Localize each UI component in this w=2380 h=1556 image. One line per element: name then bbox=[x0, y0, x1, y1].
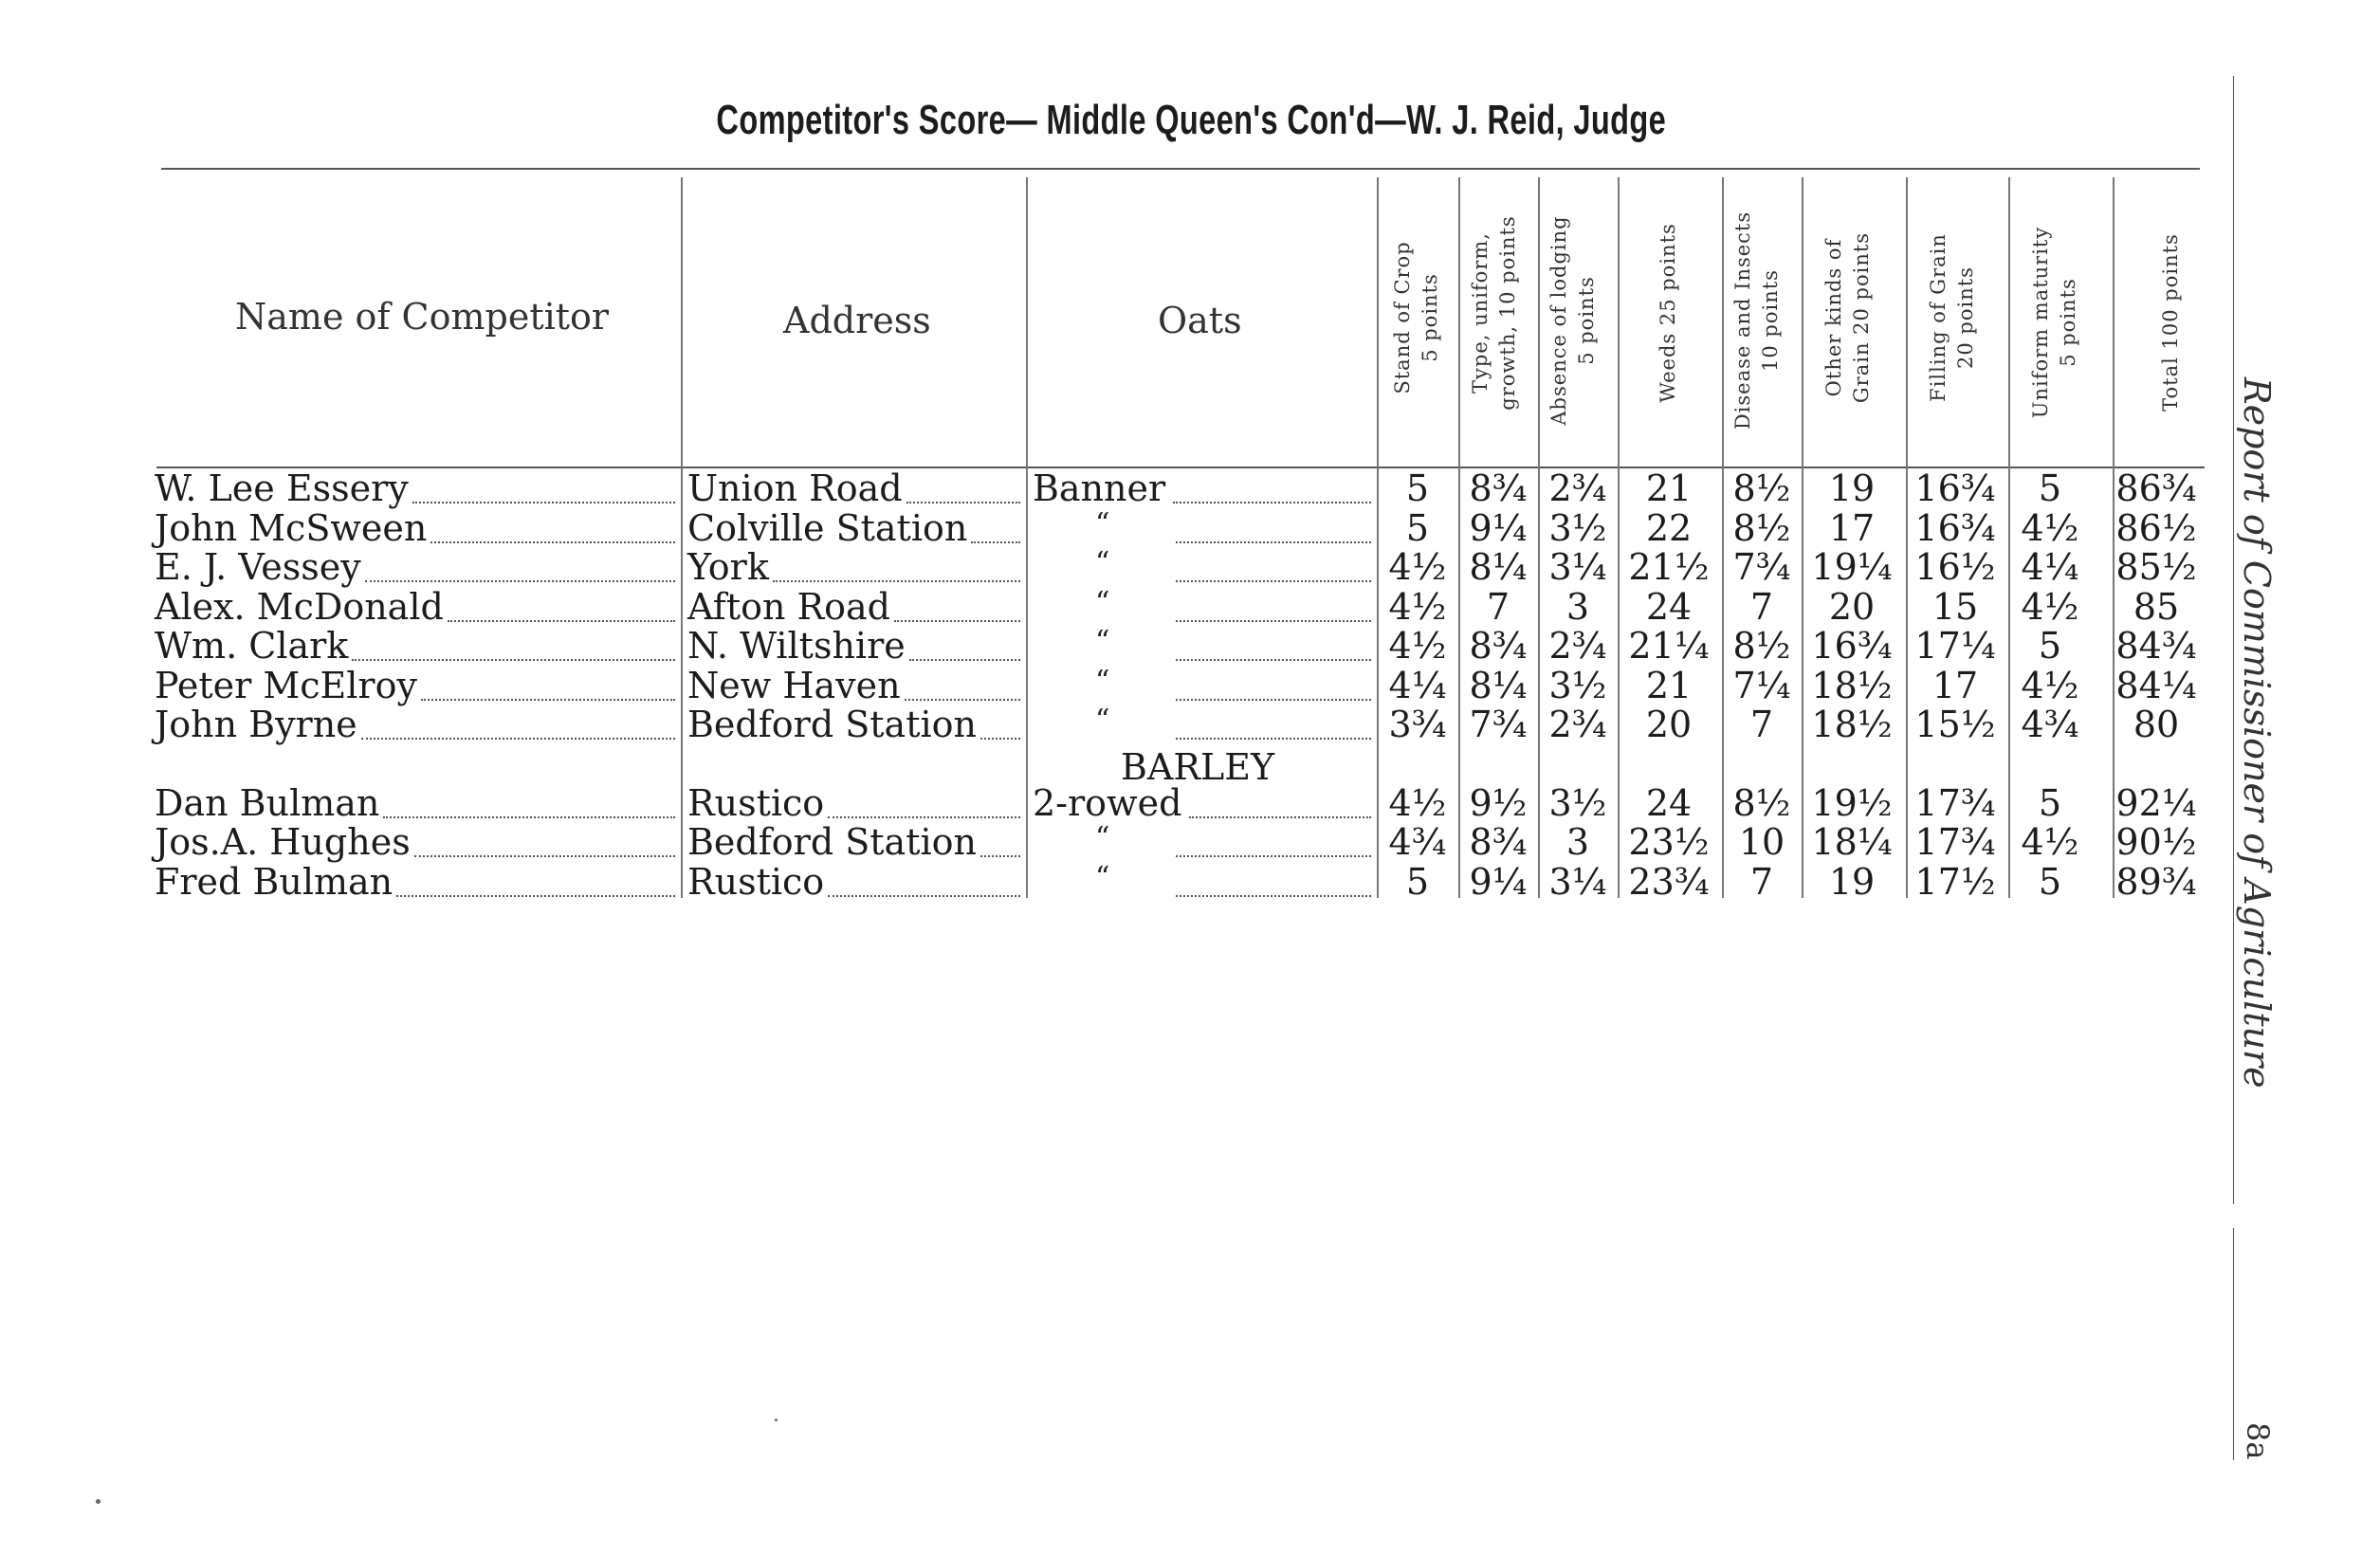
other-score: 20 bbox=[1828, 586, 1876, 628]
total-score: 84¾ bbox=[2115, 625, 2197, 667]
lodging-score: 3½ bbox=[1548, 782, 1607, 824]
disease-score: 7 bbox=[1749, 861, 1774, 903]
filling-score: 17¾ bbox=[1914, 782, 1996, 824]
disease-score: 8½ bbox=[1732, 625, 1791, 667]
header-bottom-rule bbox=[156, 467, 2205, 468]
other-kinds-of-grain-header: Other kinds of Grain 20 points bbox=[1822, 231, 1873, 404]
variety-leader-dots bbox=[1189, 816, 1371, 818]
crop-variety: Banner bbox=[1033, 467, 1166, 509]
oats-column-header: Oats bbox=[1158, 300, 1242, 341]
stand-score: 5 bbox=[1405, 507, 1430, 549]
disease-score: 7 bbox=[1749, 586, 1774, 628]
name-leader-dots bbox=[414, 855, 675, 857]
table-top-rule bbox=[161, 168, 2200, 170]
type-uniform-header: Type, uniform, growth, 10 points bbox=[1469, 215, 1519, 411]
total-score: 86½ bbox=[2115, 507, 2197, 549]
total-score: 86¾ bbox=[2115, 467, 2197, 509]
stand-score: 5 bbox=[1405, 467, 1430, 509]
address-leader-dots bbox=[980, 738, 1020, 740]
competitor-address: N. Wiltshire bbox=[687, 625, 906, 667]
competitor-name: E. J. Vessey bbox=[155, 546, 361, 588]
crop-variety: “ bbox=[1095, 704, 1110, 737]
address-leader-dots bbox=[905, 699, 1020, 701]
weeds-score: 20 bbox=[1645, 704, 1693, 745]
type-score: 8¾ bbox=[1469, 625, 1528, 667]
weeds-score: 24 bbox=[1645, 586, 1693, 628]
stand-score: 4¼ bbox=[1388, 665, 1447, 706]
address-leader-dots bbox=[971, 541, 1020, 543]
crop-variety: “ bbox=[1095, 665, 1110, 698]
stand-score: 4¾ bbox=[1388, 821, 1447, 863]
column-divider bbox=[2008, 177, 2010, 898]
address-leader-dots bbox=[773, 580, 1020, 582]
other-score: 19½ bbox=[1811, 782, 1893, 824]
type-score: 7¾ bbox=[1469, 704, 1528, 745]
column-divider bbox=[1538, 177, 1540, 898]
column-divider bbox=[1377, 177, 1379, 898]
address-column-header: Address bbox=[783, 300, 931, 341]
competitor-name: Dan Bulman bbox=[155, 782, 380, 824]
column-divider bbox=[1458, 177, 1460, 898]
weeds-score: 21 bbox=[1645, 665, 1693, 706]
maturity-score: 4½ bbox=[2021, 507, 2079, 549]
type-score: 8¼ bbox=[1469, 665, 1528, 706]
variety-leader-dots bbox=[1176, 580, 1371, 582]
competitor-name: W. Lee Essery bbox=[155, 467, 409, 509]
filling-score: 16¾ bbox=[1914, 467, 1996, 509]
name-column-header: Name of Competitor bbox=[235, 296, 610, 338]
weeds-score: 22 bbox=[1645, 507, 1693, 549]
competitor-address: Bedford Station bbox=[687, 704, 977, 745]
competitor-address: New Haven bbox=[687, 665, 901, 706]
type-score: 7 bbox=[1486, 586, 1510, 628]
filling-score: 17 bbox=[1931, 665, 1979, 706]
competitor-address: Colville Station bbox=[687, 507, 968, 549]
competitor-name: John McSween bbox=[155, 507, 428, 549]
name-leader-dots bbox=[430, 541, 675, 543]
crop-variety: “ bbox=[1095, 546, 1110, 579]
maturity-score: 4½ bbox=[2021, 665, 2079, 706]
maturity-score: 5 bbox=[2038, 625, 2062, 667]
maturity-score: 4½ bbox=[2021, 586, 2079, 628]
competitor-address: Rustico bbox=[687, 782, 825, 824]
weeds-score: 21½ bbox=[1628, 546, 1710, 588]
stand-score: 4½ bbox=[1388, 586, 1447, 628]
maturity-score: 5 bbox=[2038, 861, 2062, 903]
stand-score: 3¾ bbox=[1388, 704, 1447, 745]
competitor-address: Bedford Station bbox=[687, 821, 977, 863]
weeds-score: 23¾ bbox=[1628, 861, 1710, 903]
name-leader-dots bbox=[361, 738, 675, 740]
variety-leader-dots bbox=[1176, 895, 1371, 897]
disease-score: 7¼ bbox=[1732, 665, 1791, 706]
uniform-maturity-header: Uniform maturity 5 points bbox=[2029, 226, 2079, 419]
type-score: 8¼ bbox=[1469, 546, 1528, 588]
other-score: 16¾ bbox=[1811, 625, 1893, 667]
margin-rule bbox=[2233, 76, 2234, 1204]
disease-score: 8½ bbox=[1732, 782, 1791, 824]
variety-leader-dots bbox=[1176, 541, 1371, 543]
total-score: 80 bbox=[2133, 704, 2180, 745]
variety-leader-dots bbox=[1176, 738, 1371, 740]
total-score: 85½ bbox=[2115, 546, 2197, 588]
total-header: Total 100 points bbox=[2159, 233, 2182, 412]
page-number: 8a bbox=[2240, 1422, 2276, 1460]
stand-score: 4½ bbox=[1388, 625, 1447, 667]
total-score: 92¼ bbox=[2115, 782, 2197, 824]
stand-of-crop-header: Stand of Crop 5 points bbox=[1391, 241, 1441, 394]
lodging-score: 3 bbox=[1565, 821, 1590, 863]
type-score: 9¼ bbox=[1469, 861, 1528, 903]
paper-speck bbox=[775, 1419, 778, 1421]
other-score: 18½ bbox=[1811, 665, 1893, 706]
name-leader-dots bbox=[396, 895, 675, 897]
disease-score: 7¾ bbox=[1732, 546, 1791, 588]
side-running-title: Report of Commissioner of Agriculture bbox=[2236, 377, 2278, 1089]
disease-score: 10 bbox=[1738, 821, 1785, 863]
crop-variety: 2-rowed bbox=[1033, 782, 1182, 824]
name-leader-dots bbox=[383, 816, 675, 818]
name-leader-dots bbox=[352, 659, 675, 661]
weeds-score: 21¼ bbox=[1628, 625, 1710, 667]
other-score: 19 bbox=[1828, 861, 1876, 903]
filling-score: 16¾ bbox=[1914, 507, 1996, 549]
name-leader-dots bbox=[421, 699, 675, 701]
total-score: 85 bbox=[2133, 586, 2180, 628]
filling-score: 17¾ bbox=[1914, 821, 1996, 863]
competitor-address: York bbox=[687, 546, 769, 588]
other-score: 19 bbox=[1828, 467, 1876, 509]
lodging-score: 3¼ bbox=[1548, 861, 1607, 903]
variety-leader-dots bbox=[1176, 659, 1371, 661]
maturity-score: 5 bbox=[2038, 782, 2062, 824]
filling-score: 17½ bbox=[1914, 861, 1996, 903]
name-leader-dots bbox=[412, 502, 675, 503]
disease-score: 8½ bbox=[1732, 467, 1791, 509]
filling-of-grain-header: Filling of Grain 20 points bbox=[1927, 233, 1977, 402]
address-leader-dots bbox=[828, 816, 1020, 818]
maturity-score: 4½ bbox=[2021, 821, 2079, 863]
page-title: Competitor's Score— Middle Queen's Con'd—W. J. Reid, Judge bbox=[716, 97, 1667, 143]
other-score: 18¼ bbox=[1811, 821, 1893, 863]
weeds-header: Weeds 25 points bbox=[1657, 223, 1679, 403]
maturity-score: 4¾ bbox=[2021, 704, 2079, 745]
total-score: 90½ bbox=[2115, 821, 2197, 863]
name-leader-dots bbox=[448, 620, 675, 622]
variety-leader-dots bbox=[1173, 502, 1371, 503]
lodging-score: 2¾ bbox=[1548, 704, 1607, 745]
maturity-score: 5 bbox=[2038, 467, 2062, 509]
column-divider bbox=[1618, 177, 1620, 898]
crop-variety: “ bbox=[1095, 586, 1110, 619]
weeds-score: 24 bbox=[1645, 782, 1693, 824]
maturity-score: 4¼ bbox=[2021, 546, 2079, 588]
filling-score: 17¼ bbox=[1914, 625, 1996, 667]
lodging-score: 3½ bbox=[1548, 665, 1607, 706]
competitor-name: John Byrne bbox=[155, 704, 357, 745]
weeds-score: 23½ bbox=[1628, 821, 1710, 863]
total-score: 84¼ bbox=[2115, 665, 2197, 706]
address-leader-dots bbox=[906, 502, 1020, 503]
column-divider bbox=[1802, 177, 1803, 898]
lodging-score: 3½ bbox=[1548, 507, 1607, 549]
filling-score: 15½ bbox=[1914, 704, 1996, 745]
variety-leader-dots bbox=[1176, 855, 1371, 857]
stand-score: 4½ bbox=[1388, 782, 1447, 824]
other-score: 18½ bbox=[1811, 704, 1893, 745]
lodging-score: 2¾ bbox=[1548, 625, 1607, 667]
filling-score: 16½ bbox=[1914, 546, 1996, 588]
other-score: 19¼ bbox=[1811, 546, 1893, 588]
name-leader-dots bbox=[365, 580, 675, 582]
competitor-name: Alex. McDonald bbox=[155, 586, 444, 628]
column-divider bbox=[681, 177, 683, 898]
paper-speck bbox=[96, 1499, 101, 1504]
absence-of-lodging-header: Absence of lodging 5 points bbox=[1547, 215, 1598, 426]
type-score: 8¾ bbox=[1469, 467, 1528, 509]
other-score: 17 bbox=[1828, 507, 1876, 549]
type-score: 9½ bbox=[1469, 782, 1528, 824]
column-divider bbox=[2113, 177, 2115, 898]
crop-variety: “ bbox=[1095, 625, 1110, 658]
variety-leader-dots bbox=[1176, 699, 1371, 701]
disease-score: 8½ bbox=[1732, 507, 1791, 549]
competitor-address: Union Road bbox=[687, 467, 903, 509]
disease-and-insects-header: Disease and Insects 10 points bbox=[1731, 211, 1782, 430]
column-divider bbox=[1722, 177, 1724, 898]
crop-variety: “ bbox=[1095, 821, 1110, 854]
stand-score: 5 bbox=[1405, 861, 1430, 903]
lodging-score: 2¾ bbox=[1548, 467, 1607, 509]
column-divider bbox=[1906, 177, 1908, 898]
competitor-name: Wm. Clark bbox=[155, 625, 349, 667]
lodging-score: 3 bbox=[1565, 586, 1590, 628]
variety-leader-dots bbox=[1176, 620, 1371, 622]
competitor-address: Rustico bbox=[687, 861, 825, 903]
competitor-name: Jos.A. Hughes bbox=[155, 821, 411, 863]
weeds-score: 21 bbox=[1645, 467, 1693, 509]
barley-section-label: BARLEY bbox=[1121, 746, 1275, 788]
address-leader-dots bbox=[828, 895, 1020, 897]
address-leader-dots bbox=[894, 620, 1020, 622]
competitor-name: Peter McElroy bbox=[155, 665, 417, 706]
competitor-address: Afton Road bbox=[687, 586, 891, 628]
crop-variety: “ bbox=[1095, 861, 1110, 894]
column-divider bbox=[1026, 177, 1028, 898]
total-score: 89¾ bbox=[2115, 861, 2197, 903]
filling-score: 15 bbox=[1931, 586, 1979, 628]
competitor-name: Fred Bulman bbox=[155, 861, 394, 903]
type-score: 9¼ bbox=[1469, 507, 1528, 549]
crop-variety: “ bbox=[1095, 507, 1110, 540]
type-score: 8¾ bbox=[1469, 821, 1528, 863]
lodging-score: 3¼ bbox=[1548, 546, 1607, 588]
margin-rule-lower bbox=[2233, 1228, 2234, 1460]
stand-score: 4½ bbox=[1388, 546, 1447, 588]
address-leader-dots bbox=[980, 855, 1020, 857]
address-leader-dots bbox=[909, 659, 1020, 661]
disease-score: 7 bbox=[1749, 704, 1774, 745]
